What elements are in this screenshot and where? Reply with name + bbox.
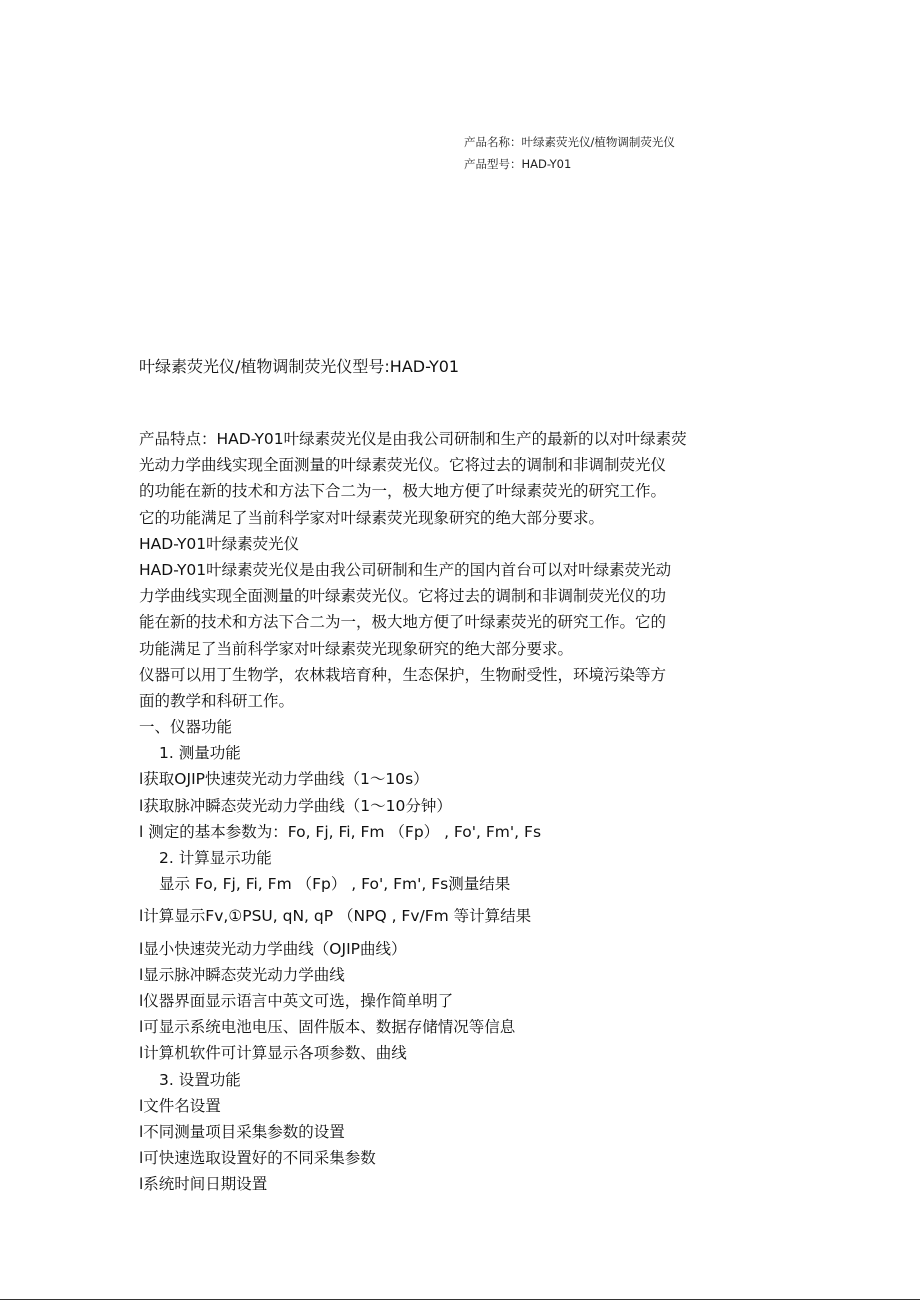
paragraph-line: 力学曲线实现全面测量的叶绿素荧光仪。它将过去的调制和非调制荧光仪的功: [139, 587, 667, 606]
list-item: l 测定的基本参数为：Fo, Fj, Fi, Fm （Fp） , Fo', Fm', Fs: [139, 822, 542, 841]
list-item: l显小快速荧光动力学曲线（OJIP曲线）: [139, 939, 407, 958]
list-item: l获取脉冲瞬态荧光动力学曲线（1〜10分钟）: [139, 796, 452, 815]
list-item: 显示 Fo, Fj, Fi, Fm （Fp） , Fo', Fm', Fs测量结果: [159, 875, 511, 894]
paragraph-line: 功能满足了当前科学家对叶绿素荧光现象研究的绝大部分要求。: [139, 639, 574, 658]
paragraph-line: HAD-Y01叶绿素荧光仪: [139, 534, 300, 553]
section-heading: 一、仪器功能: [139, 718, 233, 737]
subsection-heading: 2. 计算显示功能: [159, 849, 272, 867]
list-item: l计算显示Fv,①PSU, qN, qP （NPQ , Fv/Fm 等计算结果: [139, 907, 532, 926]
list-item: l文件名设置: [139, 1096, 221, 1115]
list-item: l计算机软件可计算显示各项参数、曲线: [139, 1044, 407, 1063]
document-body: [139, 426, 769, 1197]
paragraph-line: HAD-Y01叶绿素荧光仪是由我公司研制和生产的国内首台可以对叶绿素荧光动: [139, 560, 672, 579]
paragraph-line: 仪器可以用丁生物学，农林栽培育种，生态保护，生物耐受性，环境污染等方: [139, 665, 667, 684]
list-item: l可显示系统电池电压、固件版本、数据存储情况等信息: [139, 1018, 516, 1037]
page-bottom-rule: [0, 1299, 920, 1300]
document-title: 叶绿素荧光仪/植物调制荧光仪型号:HAD-Y01: [139, 357, 460, 376]
list-item: l不同测量项目采集参数的设置: [139, 1122, 345, 1141]
paragraph-line: 它的功能满足了当前科学家对叶绿素荧光现象研究的绝大部分要求。: [139, 508, 605, 527]
paragraph-line: 光动力学曲线实现全面测量的叶绿素荧光仪。它将过去的调制和非调制荧光仪: [139, 456, 667, 475]
product-model: 产品型号：HAD-Y01: [464, 157, 572, 171]
subsection-heading: 1. 测量功能: [159, 744, 241, 763]
paragraph-line: 面的教学和科研工作。: [139, 691, 295, 710]
product-name: 产品名称：叶绿素荧光仪/植物调制荧光仪: [464, 135, 675, 149]
list-item: l显示脉冲瞬态荧光动力学曲线: [139, 965, 345, 984]
list-item: l系统时间日期设置: [139, 1175, 268, 1194]
list-item: l获取OJIP快速荧光动力学曲线（1〜10s）: [139, 770, 429, 789]
document-header: [464, 131, 675, 175]
paragraph-line: 能在新的技术和方法下合二为一，极大地方便了叶绿素荧光的研究工作。它的: [139, 613, 667, 632]
paragraph-line: 的功能在新的技术和方法下合二为一，极大地方便了叶绿素荧光的研究工作。: [139, 482, 667, 501]
paragraph-line: 产品特点：HAD-Y01叶绿素荧光仪是由我公司研制和生产的最新的以对叶绿素荧: [139, 430, 687, 448]
list-item: l仪器界面显示语言中英文可选，操作简单明了: [139, 991, 454, 1010]
subsection-heading: 3. 设置功能: [159, 1070, 241, 1089]
list-item: l可快速选取设置好的不同采集参数: [139, 1149, 376, 1168]
